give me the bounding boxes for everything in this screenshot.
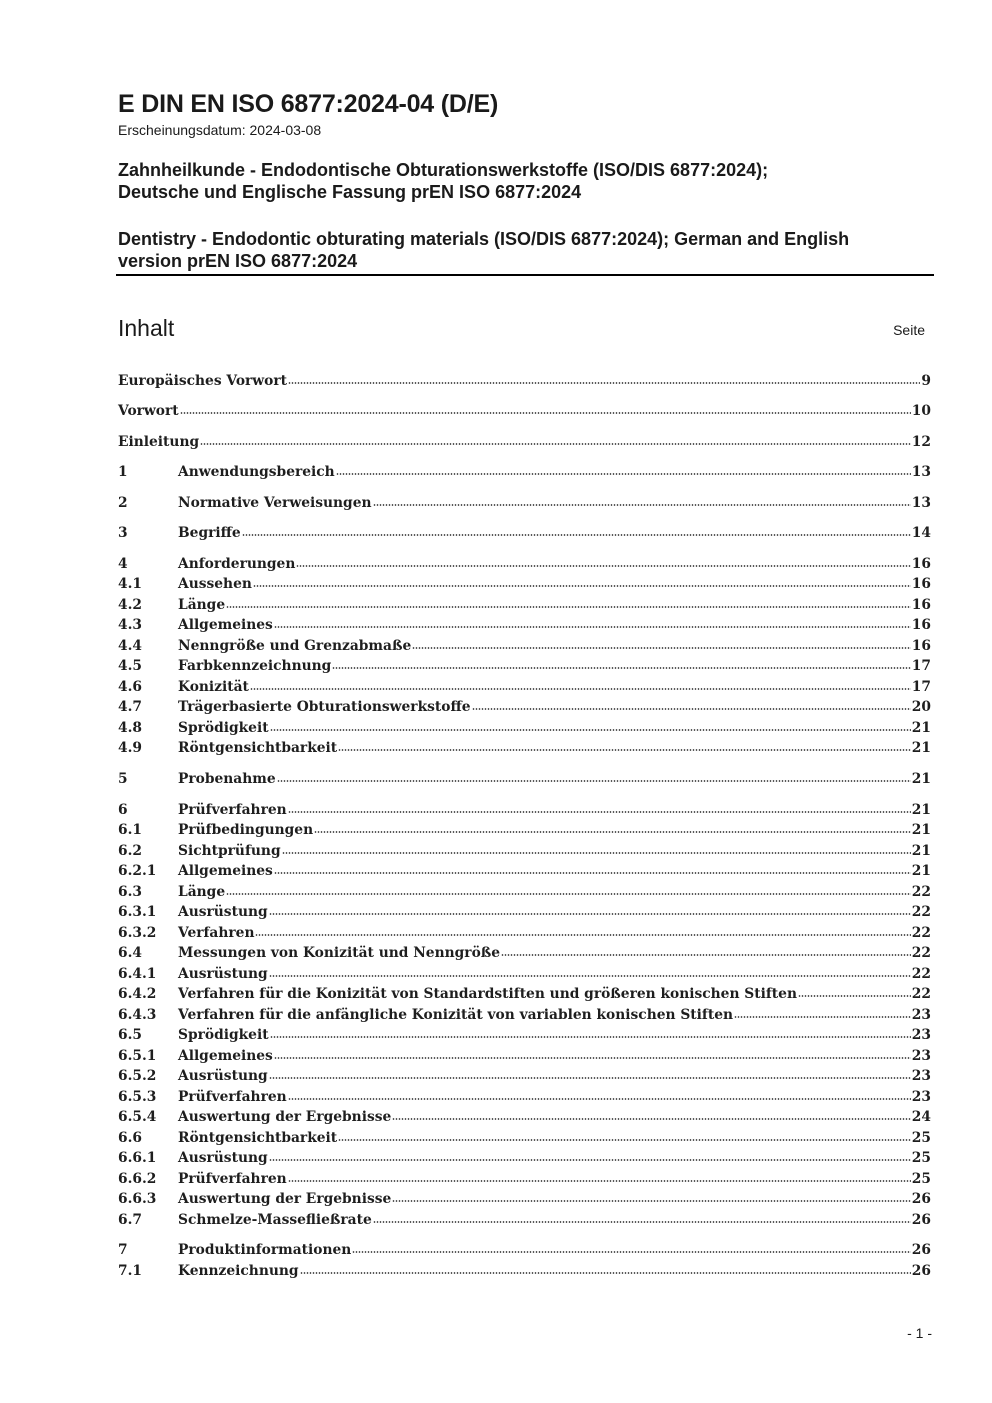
toc-entry-title: Ausrüstung <box>178 966 268 982</box>
document-id: E DIN EN ISO 6877:2024-04 (D/E) <box>118 90 499 118</box>
toc-entry-number: 6.2.1 <box>118 863 157 879</box>
toc-entry-number: 6.4.3 <box>118 1007 157 1023</box>
toc-entry-title: Allgemeines <box>178 863 273 879</box>
toc-dot-leader <box>277 768 911 783</box>
toc-entry-page: 23 <box>911 1007 931 1023</box>
toc-entry-number: 4.3 <box>118 617 143 633</box>
toc-entry-number: 6.1 <box>118 822 143 838</box>
toc-entry-title: Länge <box>178 597 226 613</box>
toc-entry[interactable] <box>118 522 931 542</box>
toc-dot-leader <box>392 1106 911 1121</box>
toc-entry-page: 17 <box>911 679 931 695</box>
toc-entry-page: 21 <box>911 740 931 756</box>
toc-entry-page: 21 <box>911 822 931 838</box>
toc-dot-leader <box>274 614 911 629</box>
toc-entry-page: 23 <box>911 1068 931 1084</box>
toc-entry-number: 4.5 <box>118 658 143 674</box>
toc-entry-page: 26 <box>911 1212 931 1228</box>
toc-dot-leader <box>373 1209 911 1224</box>
toc-entry-page: 24 <box>911 1109 931 1125</box>
toc-entry[interactable] <box>118 1209 931 1229</box>
toc-entry-title: Kennzeichnung <box>178 1263 299 1279</box>
toc-entry-page: 23 <box>911 1027 931 1043</box>
toc-dot-leader <box>392 1188 911 1203</box>
toc-entry-page: 26 <box>911 1191 931 1207</box>
toc-dot-leader <box>269 1147 911 1162</box>
toc-entry-title: Trägerbasierte Obturationswerkstoffe <box>178 699 471 715</box>
toc-entry-number: 4.4 <box>118 638 143 654</box>
toc-entry-title: Verfahren <box>178 925 255 941</box>
toc-entry-title: Produktinformationen <box>178 1242 352 1258</box>
toc-entry-page: 23 <box>911 1089 931 1105</box>
toc-dot-leader <box>242 522 911 537</box>
toc-entry[interactable] <box>118 1260 931 1280</box>
toc-entry-page: 13 <box>911 464 931 480</box>
page-number: - 1 - <box>907 1325 932 1341</box>
toc-entry-page: 20 <box>911 699 931 715</box>
toc-entry-number: 6.3.2 <box>118 925 157 941</box>
toc-entry-title: Allgemeines <box>178 617 273 633</box>
toc-dot-leader <box>200 431 911 446</box>
toc-entry-title: Nenngröße und Grenzabmaße <box>178 638 412 654</box>
toc-entry[interactable] <box>118 1168 931 1188</box>
toc-entry-title: Ausrüstung <box>178 1068 268 1084</box>
toc-entry-number: 6.2 <box>118 843 143 859</box>
toc-entry[interactable] <box>118 922 931 942</box>
toc-entry-title: Anforderungen <box>178 556 296 572</box>
toc-entry-number: 6.6.1 <box>118 1150 157 1166</box>
toc-entry-number: 4.9 <box>118 740 143 756</box>
toc-entry[interactable] <box>118 1106 931 1126</box>
toc-entry-number: 7 <box>118 1242 128 1258</box>
toc-entry-page: 22 <box>911 986 931 1002</box>
toc-entry-number: 1 <box>118 464 128 480</box>
toc-dot-leader <box>338 1127 911 1142</box>
toc-dot-leader <box>270 717 911 732</box>
toc-entry-title: Sprödigkeit <box>178 720 269 736</box>
toc-dot-leader <box>269 901 911 916</box>
toc-dot-leader <box>288 1168 911 1183</box>
toc-entry-page: 22 <box>911 884 931 900</box>
toc-entry-title: Europäisches Vorwort <box>118 373 288 389</box>
toc-entry-number: 4.2 <box>118 597 143 613</box>
toc-entry[interactable] <box>118 1045 931 1065</box>
toc-entry-title: Vorwort <box>118 403 179 419</box>
title-german <box>118 159 938 203</box>
toc-entry[interactable] <box>118 983 931 1003</box>
toc-entry-title: Prüfverfahren <box>178 1171 287 1187</box>
toc-entry-title: Sichtprüfung <box>178 843 281 859</box>
toc-entry-title: Prüfverfahren <box>178 1089 287 1105</box>
toc-dot-leader <box>288 799 911 814</box>
toc-heading: Inhalt <box>118 315 175 341</box>
toc-entry-title: Auswertung der Ergebnisse <box>178 1109 392 1125</box>
toc-entry[interactable] <box>118 737 931 757</box>
toc-entry[interactable] <box>118 676 931 696</box>
toc-entry-title: Einleitung <box>118 434 200 450</box>
toc-entry-title: Normative Verweisungen <box>178 495 372 511</box>
toc-entry-page: 22 <box>911 925 931 941</box>
toc-entry-title: Messungen von Konizität und Nenngröße <box>178 945 501 961</box>
toc-entry-page: 13 <box>911 495 931 511</box>
toc-entry-page: 21 <box>911 802 931 818</box>
toc-entry[interactable] <box>118 1147 931 1167</box>
toc-dot-leader <box>282 840 911 855</box>
title-german-line-2: Deutsche und Englische Fassung prEN ISO 6877:2024 <box>118 182 582 202</box>
toc-entry[interactable] <box>118 1239 931 1259</box>
toc-entry-title: Konizität <box>178 679 249 695</box>
toc-entry-page: 26 <box>911 1242 931 1258</box>
toc-dot-leader <box>288 370 920 385</box>
toc-dot-leader <box>288 1086 911 1101</box>
toc-entry-number: 6.5.4 <box>118 1109 157 1125</box>
toc-dot-leader <box>274 860 911 875</box>
toc-entry-title: Schmelze-Massefließrate <box>178 1212 372 1228</box>
toc-entry-page: 16 <box>911 638 931 654</box>
toc-entry-page: 16 <box>911 617 931 633</box>
title-english <box>118 228 938 272</box>
toc-entry-title: Anwendungsbereich <box>178 464 335 480</box>
toc-entry-page: 17 <box>911 658 931 674</box>
toc-entry[interactable] <box>118 819 931 839</box>
toc-dot-leader <box>352 1239 910 1254</box>
toc-entry-title: Röntgensichtbarkeit <box>178 740 338 756</box>
toc-entry-page: 22 <box>911 945 931 961</box>
toc-entry-page: 23 <box>911 1048 931 1064</box>
toc-entry-number: 6.3.1 <box>118 904 157 920</box>
toc-dot-leader <box>269 1065 911 1080</box>
toc-dot-leader <box>269 963 911 978</box>
toc-entry[interactable] <box>118 717 931 737</box>
toc-entry-number: 6.6 <box>118 1130 143 1146</box>
toc-dot-leader <box>338 737 911 752</box>
toc-entry-number: 6.5.1 <box>118 1048 157 1064</box>
toc-entry-number: 6.7 <box>118 1212 143 1228</box>
toc-entry-number: 6.4.1 <box>118 966 157 982</box>
toc-dot-leader <box>314 819 911 834</box>
toc-entry-title: Begriffe <box>178 525 241 541</box>
toc-entry-title: Auswertung der Ergebnisse <box>178 1191 392 1207</box>
toc-entry[interactable] <box>118 370 931 390</box>
toc-entry-page: 14 <box>911 525 931 541</box>
toc-entry-number: 7.1 <box>118 1263 143 1279</box>
toc-entry-number: 4.7 <box>118 699 143 715</box>
toc-entry-number: 4.6 <box>118 679 143 695</box>
toc-entry[interactable] <box>118 1127 931 1147</box>
toc-dot-leader <box>472 696 911 711</box>
publication-date: Erscheinungsdatum: 2024-03-08 <box>118 122 322 138</box>
toc-entry-page: 25 <box>911 1130 931 1146</box>
toc-entry[interactable] <box>118 1086 931 1106</box>
toc-entry-page: 16 <box>911 556 931 572</box>
toc-entry-title: Ausrüstung <box>178 904 268 920</box>
toc-entry[interactable] <box>118 400 931 420</box>
toc-dot-leader <box>180 400 911 415</box>
toc-entry-title: Länge <box>178 884 226 900</box>
toc-entry-title: Probenahme <box>178 771 276 787</box>
toc-entry-page: 12 <box>911 434 931 450</box>
toc-dot-leader <box>501 942 911 957</box>
toc-dot-leader <box>250 676 911 691</box>
toc-entry[interactable] <box>118 696 931 716</box>
toc-entry-title: Röntgensichtbarkeit <box>178 1130 338 1146</box>
toc-entry[interactable] <box>118 1065 931 1085</box>
toc-entry-title: Aussehen <box>178 576 252 592</box>
toc-entry[interactable] <box>118 1024 931 1044</box>
toc-dot-leader <box>300 1260 911 1275</box>
toc-entry-page: 16 <box>911 576 931 592</box>
toc-entry[interactable] <box>118 799 931 819</box>
toc-entry[interactable] <box>118 860 931 880</box>
toc-entry-number: 4.1 <box>118 576 143 592</box>
toc-entry-title: Verfahren für die Konizität von Standardstiften und größeren konischen Stiften <box>178 986 797 1002</box>
toc-entry-number: 6.5.2 <box>118 1068 157 1084</box>
toc-dot-leader <box>412 635 911 650</box>
toc-entry-number: 5 <box>118 771 128 787</box>
toc-entry-page: 9 <box>921 373 931 389</box>
title-german-line-1: Zahnheilkunde - Endodontische Obturationswerkstoffe (ISO/DIS 6877:2024); <box>118 160 769 180</box>
toc-entry[interactable] <box>118 614 931 634</box>
toc-entry-number: 6.4.2 <box>118 986 157 1002</box>
toc-entry-title: Ausrüstung <box>178 1150 268 1166</box>
toc-entry-number: 6 <box>118 802 128 818</box>
toc-dot-leader <box>226 594 911 609</box>
toc-entry[interactable] <box>118 461 931 481</box>
toc-entry-number: 6.3 <box>118 884 143 900</box>
title-english-line-1: Dentistry - Endodontic obturating materials (ISO/DIS 6877:2024); German and English <box>118 229 850 249</box>
toc-entry-number: 4.8 <box>118 720 143 736</box>
toc-page-label: Seite <box>893 322 925 338</box>
toc-dot-leader <box>332 655 910 670</box>
toc-dot-leader <box>296 553 910 568</box>
toc-entry-page: 16 <box>911 597 931 613</box>
toc-entry-page: 21 <box>911 771 931 787</box>
toc-entry-page: 25 <box>911 1171 931 1187</box>
toc-dot-leader <box>336 461 911 476</box>
toc-entry[interactable] <box>118 573 931 593</box>
toc-entry-title: Allgemeines <box>178 1048 273 1064</box>
toc-dot-leader <box>270 1024 911 1039</box>
toc-entry[interactable] <box>118 881 931 901</box>
toc-dot-leader <box>734 1004 911 1019</box>
toc-entry-number: 6.4 <box>118 945 143 961</box>
toc-entry[interactable] <box>118 655 931 675</box>
toc-entry-page: 26 <box>911 1263 931 1279</box>
toc-dot-leader <box>255 922 910 937</box>
toc-entry-page: 21 <box>911 843 931 859</box>
toc-entry-number: 6.5 <box>118 1027 143 1043</box>
toc-entry-number: 2 <box>118 495 128 511</box>
toc-entry[interactable] <box>118 431 931 451</box>
toc-dot-leader <box>274 1045 911 1060</box>
toc-entry-number: 6.6.3 <box>118 1191 157 1207</box>
toc-entry[interactable] <box>118 594 931 614</box>
toc-entry[interactable] <box>118 901 931 921</box>
toc-entry-title: Farbkennzeichnung <box>178 658 332 674</box>
toc-entry-title: Sprödigkeit <box>178 1027 269 1043</box>
toc-entry[interactable] <box>118 942 931 962</box>
toc-entry-title: Prüfbedingungen <box>178 822 314 838</box>
toc-entry-page: 21 <box>911 863 931 879</box>
toc-entry-page: 22 <box>911 904 931 920</box>
toc-entry-page: 21 <box>911 720 931 736</box>
title-english-line-2: version prEN ISO 6877:2024 <box>118 251 358 271</box>
toc-entry-number: 4 <box>118 556 128 572</box>
header-divider <box>116 274 934 276</box>
toc-entry-number: 6.5.3 <box>118 1089 157 1105</box>
toc-entry[interactable] <box>118 1188 931 1208</box>
toc-entry[interactable] <box>118 553 931 573</box>
toc-dot-leader <box>226 881 911 896</box>
toc-entry-number: 3 <box>118 525 128 541</box>
toc-dot-leader <box>798 983 911 998</box>
toc-entry-page: 22 <box>911 966 931 982</box>
toc-entry[interactable] <box>118 492 931 512</box>
toc-entry[interactable] <box>118 768 931 788</box>
toc-entry-page: 10 <box>911 403 931 419</box>
toc-entry[interactable] <box>118 840 931 860</box>
toc-entry-page: 25 <box>911 1150 931 1166</box>
toc-entry[interactable] <box>118 635 931 655</box>
toc-entry[interactable] <box>118 963 931 983</box>
toc-dot-leader <box>253 573 911 588</box>
toc-entry-title: Verfahren für die anfängliche Konizität von variablen konischen Stiften <box>178 1007 734 1023</box>
toc-entry-title: Prüfverfahren <box>178 802 287 818</box>
toc-entry-number: 6.6.2 <box>118 1171 157 1187</box>
toc-dot-leader <box>373 492 911 507</box>
toc-entry[interactable] <box>118 1004 931 1024</box>
